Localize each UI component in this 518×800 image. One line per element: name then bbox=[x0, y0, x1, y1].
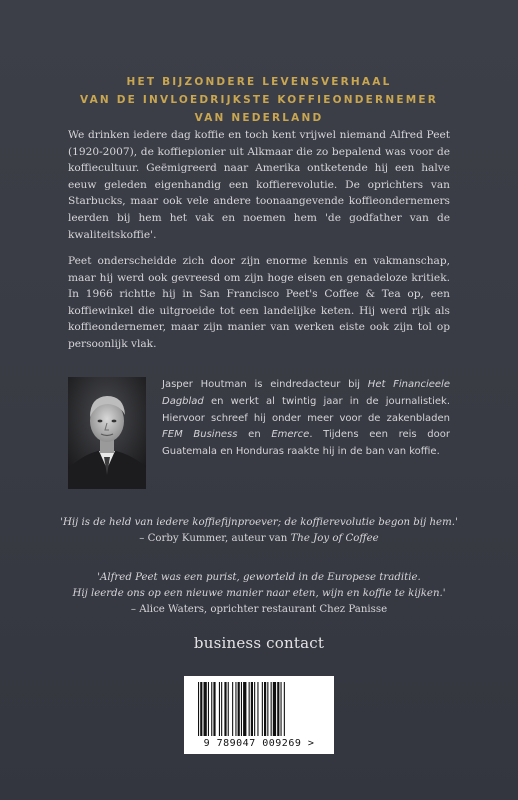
heading-line-1: HET BIJZONDERE LEVENSVERHAAL bbox=[126, 76, 392, 88]
quote-2-attribution: – Alice Waters, oprichter restaurant Chez Panisse bbox=[130, 604, 388, 615]
barcode-bar bbox=[264, 682, 266, 736]
heading-line-2: VAN DE INVLOEDRIJKSTE KOFFIEONDERNEMER bbox=[79, 94, 439, 106]
author-bio-newspaper: Het Financieele Dagblad bbox=[162, 379, 450, 407]
barcode-bar bbox=[249, 682, 250, 736]
author-bio-text-1: Jasper Houtman is eindredacteur bij bbox=[162, 379, 368, 390]
blurb-paragraph-1: We drinken iedere dag koffie en toch kent vrijwel niemand Alfred Peet (1920-2007), de koffiepionier uit Alkmaar die zo bepalend was voor de koffiecultuur. Geëmigreerd naar Amerika ontketende hij een halve eeuw geleden eigenhandig een koffierevolutie. De oprichters van Starbucks, maar ook vele andere toonaangevende koffieondernemers leerden bij hem het vak en noemen hem 'de godfather van de kwaliteitskoffie'. bbox=[68, 129, 450, 241]
author-bio-text-4: . Tijdens een reis door Guatemala en Honduras raakte hij in de ban van koffie. bbox=[162, 429, 450, 458]
barcode-bar bbox=[219, 682, 220, 736]
quote-2-text-line-2: Hij leerde ons op een nieuwe manier naar eten, wijn en koffie te kijken.' bbox=[72, 588, 446, 599]
barcode-bar bbox=[241, 682, 242, 736]
barcode-bar bbox=[243, 682, 246, 736]
barcode-bar bbox=[267, 682, 268, 736]
barcode-bar bbox=[257, 682, 258, 736]
quote-1-attribution bbox=[139, 533, 378, 544]
barcode-bar bbox=[251, 682, 253, 736]
barcode-bar bbox=[221, 682, 222, 736]
blurb-paragraph-2: Peet onderscheidde zich door zijn enorme kennis en vakmanschap, maar hij werd ook gevreesd om zijn hoge eisen en genadeloze kritiek. In 1966 richtte hij in San Francisco Peet's Coffee & Tea op, een koffiewinkel die uitgroeide tot een landelijke keten. Hij werd rijk als koffieondernemer, maar zijn manier van werken eiste ook zijn tol op persoonlijk vlak. bbox=[68, 255, 450, 350]
barcode-bar bbox=[232, 682, 233, 736]
barcode-bar bbox=[235, 682, 236, 736]
author-bio bbox=[162, 377, 450, 461]
heading-line-3: VAN NEDERLAND bbox=[194, 112, 324, 124]
barcode-bar bbox=[273, 682, 276, 736]
author-bio-text-2: en werkt al twintig jaar in de journalistiek. Hiervoor schreef hij onder meer voor de zakenbladen bbox=[162, 395, 450, 424]
author-bio-text-3: en bbox=[237, 429, 272, 441]
barcode-bar bbox=[208, 682, 209, 736]
author-photo bbox=[68, 377, 146, 489]
barcode-bar bbox=[277, 682, 279, 736]
author-bio-magazine-2: Emerce bbox=[271, 429, 310, 441]
barcode-bar bbox=[204, 682, 207, 736]
author-bio-magazine-1: FEM Business bbox=[162, 429, 238, 441]
barcode-bar bbox=[213, 682, 215, 736]
isbn-number: 9 789047 009269 > bbox=[203, 738, 315, 749]
barcode-bar bbox=[211, 682, 212, 736]
barcode-bar bbox=[200, 682, 202, 736]
review-quote-2 bbox=[60, 570, 458, 618]
quote-1-attribution-prefix: – Corby Kummer, auteur van bbox=[139, 533, 291, 544]
author-portrait-image bbox=[68, 377, 146, 489]
barcode-bar bbox=[284, 682, 285, 736]
barcode-bar bbox=[224, 682, 226, 736]
barcode-bar bbox=[271, 682, 272, 736]
publisher-logo: business contact bbox=[193, 634, 325, 652]
quote-1-book-title: The Joy of Coffee bbox=[290, 533, 379, 544]
barcode-bar bbox=[228, 682, 229, 736]
review-quote-1 bbox=[60, 515, 458, 547]
barcode-bar bbox=[262, 682, 263, 736]
barcode-bar bbox=[254, 682, 255, 736]
quote-2-text-line-1: 'Alfred Peet was een purist, geworteld in de Europese traditie. bbox=[97, 572, 421, 583]
barcode-bar bbox=[238, 682, 240, 736]
quote-1-text: 'Hij is de held van iedere koffiefijnproever; de koffierevolutie begon bij hem.' bbox=[60, 517, 458, 528]
barcode-bar bbox=[198, 682, 199, 736]
isbn-barcode bbox=[184, 676, 334, 754]
barcode-bar bbox=[281, 682, 282, 736]
cover-heading bbox=[60, 73, 458, 127]
